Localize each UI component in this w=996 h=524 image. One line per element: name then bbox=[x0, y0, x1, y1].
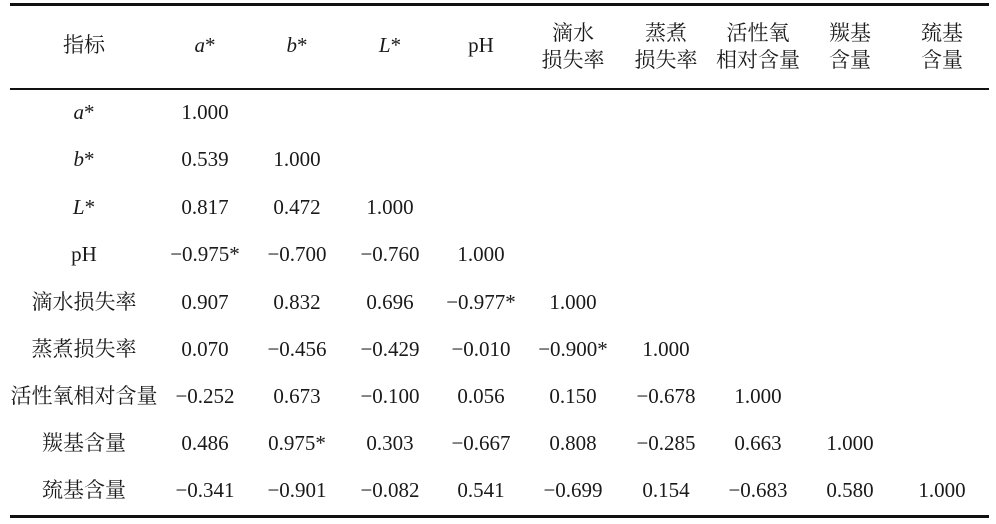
column-header: 巯基 含量 bbox=[921, 21, 963, 72]
row-label: 羰基含量 bbox=[42, 431, 126, 455]
column-header: L* bbox=[378, 33, 402, 57]
table-cell: −0.252 bbox=[175, 384, 235, 408]
table-cell: −0.429 bbox=[360, 337, 420, 361]
table-cell: 0.150 bbox=[549, 384, 597, 408]
table-cell: −0.975* bbox=[170, 242, 240, 266]
table-cell: 0.070 bbox=[181, 337, 229, 361]
table-cell: 0.541 bbox=[457, 478, 505, 502]
row-label: a* bbox=[73, 100, 95, 124]
table-cell: 0.696 bbox=[366, 290, 414, 314]
row-label: 蒸煮损失率 bbox=[31, 337, 137, 361]
column-header: 滴水 损失率 bbox=[541, 21, 605, 72]
table-cell: −0.760 bbox=[360, 242, 420, 266]
table-cell: 0.539 bbox=[181, 147, 229, 171]
table-cell: −0.341 bbox=[175, 478, 235, 502]
header-rule bbox=[10, 88, 989, 90]
table-cell: −0.700 bbox=[267, 242, 327, 266]
table-cell: 1.000 bbox=[642, 337, 690, 361]
column-header: pH bbox=[468, 33, 494, 57]
table-cell: −0.456 bbox=[267, 337, 327, 361]
table-cell: 0.663 bbox=[734, 431, 782, 455]
column-header: 蒸煮 损失率 bbox=[634, 21, 698, 72]
correlation-table bbox=[10, 0, 989, 524]
table-cell: 0.303 bbox=[366, 431, 414, 455]
table-cell: −0.100 bbox=[360, 384, 420, 408]
column-header: b* bbox=[286, 33, 308, 57]
table-cell: 1.000 bbox=[457, 242, 505, 266]
table-cell: 1.000 bbox=[366, 195, 414, 219]
table-cell: −0.285 bbox=[636, 431, 696, 455]
table-cell: 1.000 bbox=[549, 290, 597, 314]
row-label: b* bbox=[73, 147, 95, 171]
table-cell: −0.977* bbox=[446, 290, 516, 314]
table-cell: 0.472 bbox=[273, 195, 321, 219]
table-cell: 0.673 bbox=[273, 384, 321, 408]
table-cell: −0.678 bbox=[636, 384, 696, 408]
table-cell: 0.154 bbox=[642, 478, 690, 502]
table-cell: −0.667 bbox=[451, 431, 511, 455]
table-cell: 0.832 bbox=[273, 290, 321, 314]
row-label: 滴水损失率 bbox=[31, 290, 137, 314]
table-cell: −0.010 bbox=[451, 337, 511, 361]
table-cell: 1.000 bbox=[826, 431, 874, 455]
table-cell: 1.000 bbox=[273, 147, 321, 171]
column-header: 指标 bbox=[63, 33, 105, 57]
row-label: 活性氧相对含量 bbox=[10, 384, 158, 408]
table-cell: 1.000 bbox=[918, 478, 966, 502]
row-label: 巯基含量 bbox=[42, 478, 126, 502]
table-cell: −0.699 bbox=[543, 478, 603, 502]
table-cell: −0.901 bbox=[267, 478, 327, 502]
top-rule bbox=[10, 3, 989, 6]
table-cell: −0.683 bbox=[728, 478, 788, 502]
row-label: pH bbox=[71, 242, 97, 266]
table-cell: 0.975* bbox=[268, 431, 326, 455]
table-cell: 1.000 bbox=[734, 384, 782, 408]
table-cell: 0.817 bbox=[181, 195, 229, 219]
table-cell: −0.900* bbox=[538, 337, 608, 361]
bottom-rule bbox=[10, 515, 989, 518]
column-header: 羰基 含量 bbox=[829, 21, 871, 72]
table-cell: 0.056 bbox=[457, 384, 505, 408]
table-cell: 0.808 bbox=[549, 431, 597, 455]
table-cell: 1.000 bbox=[181, 100, 229, 124]
column-header: a* bbox=[194, 33, 216, 57]
table-cell: 0.907 bbox=[181, 290, 229, 314]
table-cell: 0.580 bbox=[826, 478, 874, 502]
column-header: 活性氧 相对含量 bbox=[716, 21, 800, 72]
row-label: L* bbox=[72, 195, 96, 219]
table-cell: 0.486 bbox=[181, 431, 229, 455]
table-cell: −0.082 bbox=[360, 478, 420, 502]
